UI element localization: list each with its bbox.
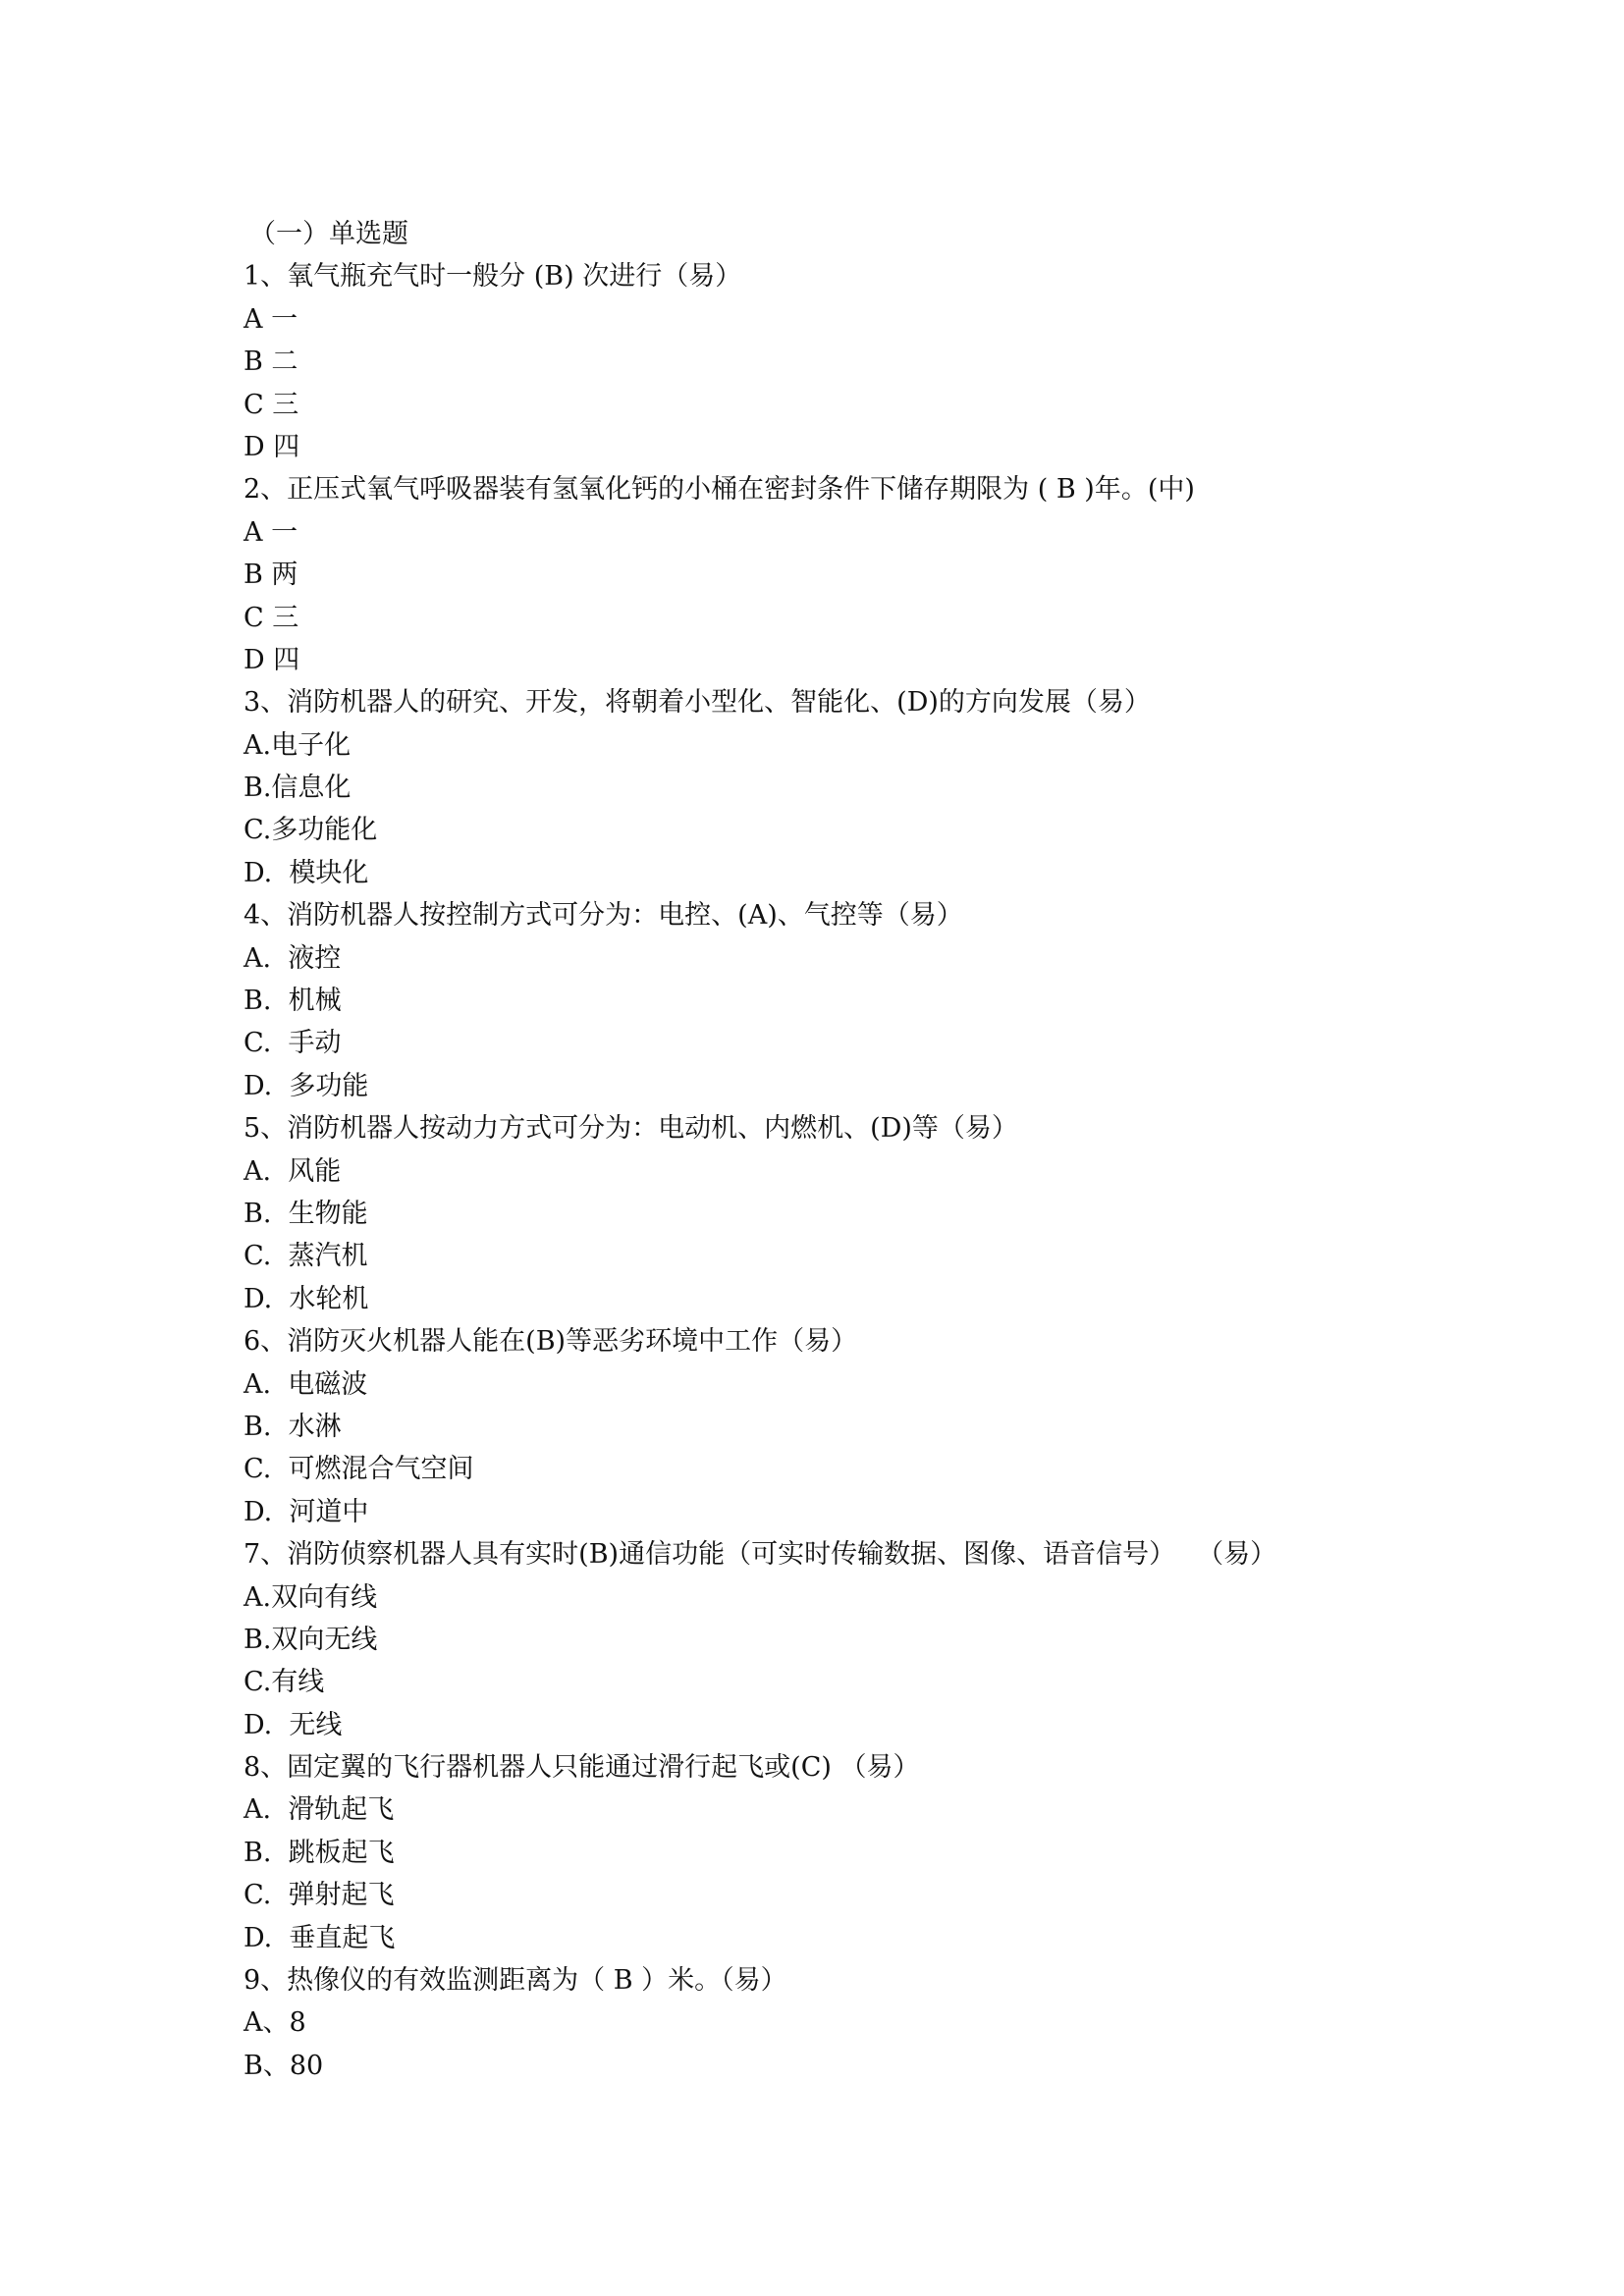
option-d: D. 模块化: [244, 857, 369, 888]
option-d: D. 无线: [244, 1709, 343, 1740]
section-title: （一）单选题: [249, 219, 408, 249]
option-a: A.电子化: [244, 729, 352, 761]
question-stem: 3、消防机器人的研究、开发，将朝着小型化、智能化、(D)的方向发展（易）: [244, 687, 1151, 719]
question-stem: 5、消防机器人按动力方式可分为：电动机、内燃机、(D)等（易）: [244, 1113, 1018, 1145]
question-5: [244, 1107, 1382, 1320]
option-c: C 三: [244, 389, 299, 420]
question-8: [244, 1746, 1382, 1959]
option-c: C. 可燃混合气空间: [244, 1454, 474, 1485]
option-a: A 一: [244, 516, 298, 548]
option-b: B 两: [244, 560, 298, 591]
question-stem: 2、正压式氧气呼吸器装有氢氧化钙的小桶在密封条件下储存期限为 ( B )年。(中): [244, 474, 1195, 506]
question-stem: 1、氧气瓶充气时一般分 (B) 次进行（易）: [244, 261, 742, 293]
option-d: D. 垂直起飞: [244, 1922, 396, 1953]
option-d: D 四: [244, 644, 300, 675]
option-d: D 四: [244, 431, 300, 462]
option-b: B. 生物能: [244, 1198, 368, 1229]
question-stem: 8、固定翼的飞行器机器人只能通过滑行起飞或(C) （易）: [244, 1752, 920, 1784]
question-stem: 6、消防灭火机器人能在(B)等恶劣环境中工作（易）: [244, 1326, 858, 1358]
option-a: A.双向有线: [244, 1581, 378, 1613]
document-page: [244, 213, 1382, 2087]
question-6: [244, 1320, 1382, 1533]
option-b: B. 水淋: [244, 1411, 342, 1442]
option-a: A. 液控: [244, 942, 342, 974]
option-a: A. 滑轨起飞: [244, 1794, 395, 1826]
question-stem: 9、热像仪的有效监测距离为（ B ）米。（易）: [244, 1965, 787, 1997]
option-a: A. 风能: [244, 1155, 342, 1187]
option-d: D. 多功能: [244, 1070, 369, 1101]
option-b: B. 机械: [244, 986, 342, 1017]
question-4: [244, 894, 1382, 1107]
option-d: D. 水轮机: [244, 1283, 369, 1314]
option-d: D. 河道中: [244, 1496, 369, 1527]
option-b: B.信息化: [244, 773, 352, 804]
option-c: C. 手动: [244, 1028, 342, 1059]
option-c: C. 蒸汽机: [244, 1241, 368, 1272]
option-a: A 一: [244, 303, 298, 335]
question-2: [244, 468, 1382, 681]
question-9: [244, 1959, 1382, 2087]
option-b: B. 跳板起飞: [244, 1837, 395, 1868]
option-a: A、8: [244, 2007, 306, 2039]
question-7: [244, 1533, 1382, 1746]
option-c: C.有线: [244, 1667, 325, 1698]
option-b: B.双向无线: [244, 1624, 378, 1655]
option-a: A. 电磁波: [244, 1368, 368, 1400]
option-b: B 二: [244, 347, 298, 378]
question-3: [244, 681, 1382, 894]
option-c: C.多功能化: [244, 815, 378, 846]
question-1: [244, 255, 1382, 468]
question-stem: 4、消防机器人按控制方式可分为：电控、(A)、气控等（易）: [244, 900, 963, 932]
option-c: C 三: [244, 602, 299, 633]
option-c: C. 弹射起飞: [244, 1880, 395, 1911]
option-b: B、80: [244, 2050, 324, 2081]
question-stem: 7、消防侦察机器人具有实时(B)通信功能（可实时传输数据、图像、语音信号） （易）: [244, 1539, 1277, 1571]
